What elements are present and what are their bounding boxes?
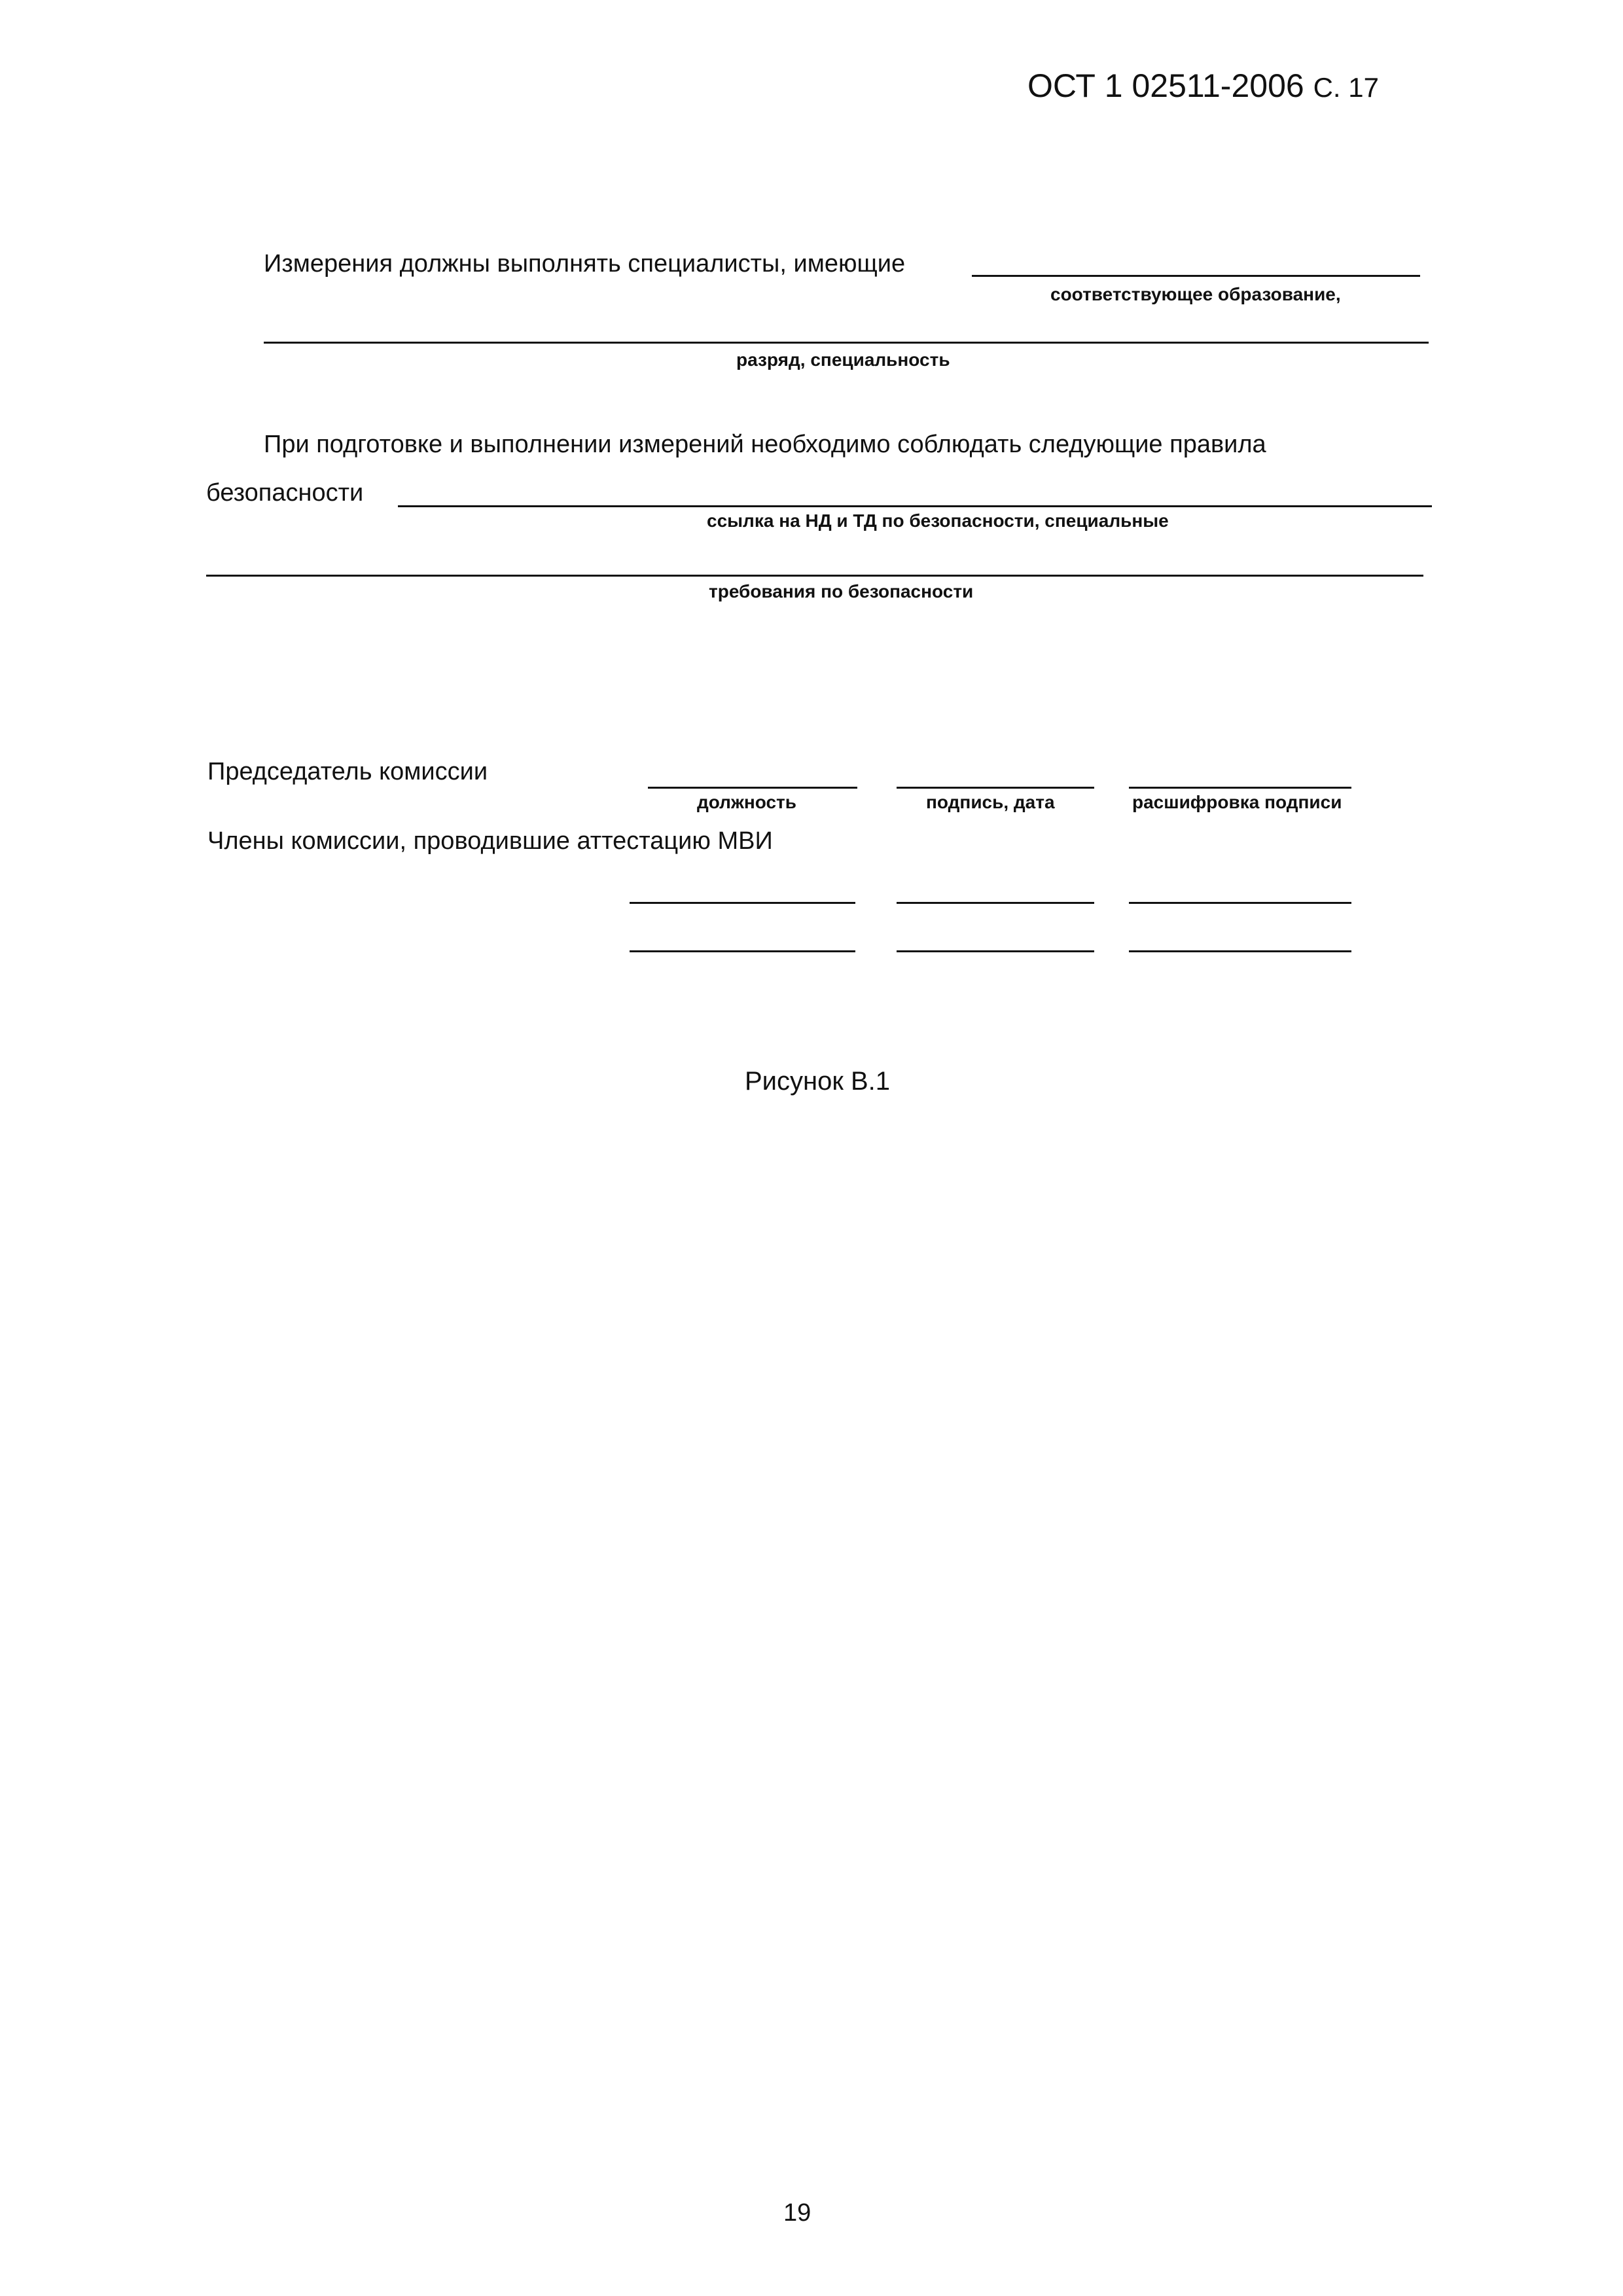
chairman-signature-blank [897, 787, 1094, 789]
signature-date-caption: подпись, дата [926, 792, 1055, 812]
personnel-specialty-blank [264, 342, 1429, 344]
safety-requirement-text: При подготовке и выполнении измерений необходимо соблюдать следующие правила [264, 431, 1266, 458]
member1-position-blank [630, 902, 855, 904]
member1-signature-blank [897, 902, 1094, 904]
page-label: С. 17 [1313, 72, 1379, 103]
personnel-education-blank [972, 275, 1420, 277]
page-number: 19 [783, 2199, 812, 2227]
personnel-specialty-caption: разряд, специальность [736, 350, 950, 370]
safety-special-blank [206, 575, 1423, 577]
safety-special-caption: требования по безопасности [709, 581, 974, 601]
member1-decoding-blank [1129, 902, 1351, 904]
safety-requirement-text-cont: безопасности [206, 479, 364, 507]
chairman-label: Председатель комиссии [207, 758, 488, 785]
position-caption: должность [697, 792, 796, 812]
safety-reference-blank [398, 505, 1432, 507]
member2-signature-blank [897, 950, 1094, 952]
standard-designation: ОСТ 1 02511-2006 [1027, 67, 1304, 104]
figure-caption: Рисунок В.1 [745, 1067, 891, 1096]
chairman-decoding-blank [1129, 787, 1351, 789]
safety-reference-caption: ссылка на НД и ТД по безопасности, специальные [707, 511, 1169, 531]
members-label: Члены комиссии, проводившие аттестацию МВИ [207, 827, 773, 855]
chairman-position-blank [648, 787, 857, 789]
document-header [1027, 67, 1379, 105]
member2-position-blank [630, 950, 855, 952]
signature-decoding-caption: расшифровка подписи [1132, 792, 1342, 812]
personnel-education-caption: соответствующее образование, [1050, 284, 1341, 304]
member2-decoding-blank [1129, 950, 1351, 952]
personnel-requirement-text: Измерения должны выполнять специалисты, имеющие [264, 250, 906, 278]
